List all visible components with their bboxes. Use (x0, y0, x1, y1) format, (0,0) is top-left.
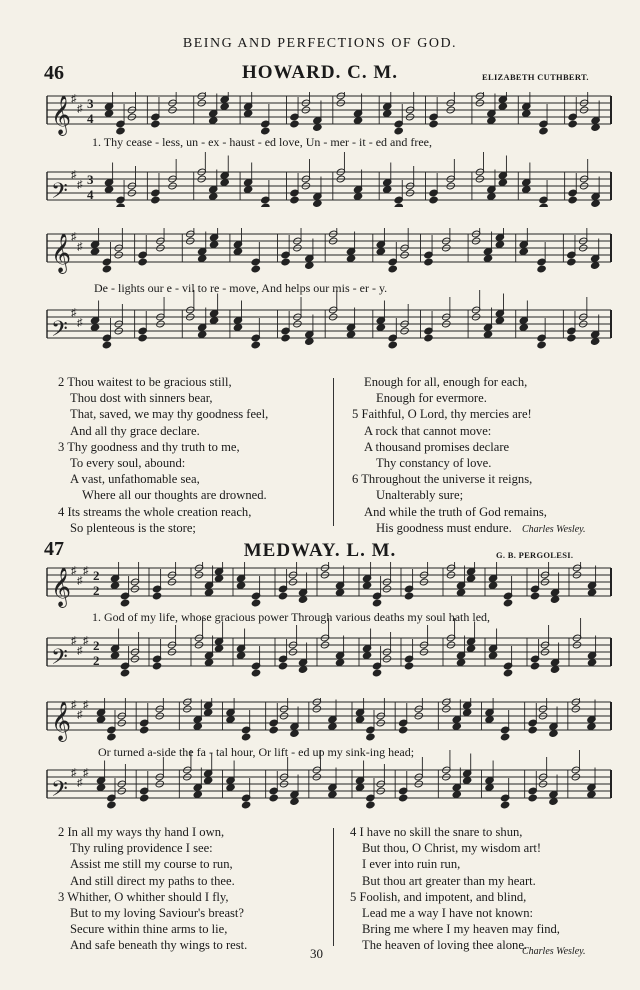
attribution: Charles Wesley. (522, 524, 586, 535)
svg-text:𝄞: 𝄞 (51, 701, 72, 741)
svg-text:𝄞: 𝄞 (51, 567, 72, 607)
staff-svg (45, 228, 613, 366)
verse-line: Thou dost with sinners bear, (70, 391, 213, 406)
verse-line: The heaven of loving thee alone. (362, 938, 528, 953)
svg-text:𝄢: 𝄢 (51, 645, 68, 675)
svg-text:2: 2 (93, 568, 100, 583)
verse-line: Enough for evermore. (376, 391, 487, 406)
svg-text:♯: ♯ (71, 93, 77, 105)
svg-text:♯: ♯ (83, 699, 89, 711)
verse-line: That, saved, we may thy goodness feel, (70, 407, 269, 422)
svg-text:3: 3 (87, 172, 94, 187)
verse-line: But thou, O Christ, my wisdom art! (362, 841, 542, 856)
lyric-line: 1. God of my life, whose gracious power Through various deaths my soul hath led, (92, 610, 491, 624)
svg-text:♯: ♯ (71, 767, 77, 779)
column-divider (333, 378, 334, 526)
svg-text:4: 4 (87, 111, 94, 126)
verse-line: To every soul, abound: (70, 456, 186, 471)
verse-line: Where all our thoughts are drowned. (82, 488, 267, 503)
verse-line: 2 In all my ways thy hand I own, (58, 825, 225, 839)
hymn-number: 46 (44, 62, 64, 84)
svg-text:♯: ♯ (77, 777, 83, 789)
verse-line: Secure within thine arms to lie, (70, 922, 228, 937)
verse-line: 2 Thou waitest to be gracious still, (58, 375, 232, 389)
verses-right (350, 824, 560, 954)
verse-line: 5 Faithful, O Lord, thy mercies are! (352, 407, 532, 422)
svg-text:𝄞: 𝄞 (51, 95, 72, 135)
svg-text:♯: ♯ (77, 575, 83, 587)
composer: G. B. PERGOLESI. (496, 550, 574, 560)
verse-line: And while the truth of God remains, (364, 504, 547, 519)
svg-text:♯: ♯ (77, 241, 83, 253)
verse-line: But thou art greater than my heart. (362, 873, 536, 888)
verse-line: His goodness must endure. (376, 520, 512, 535)
verses-left (58, 824, 247, 954)
verse-line: 3 Whither, O whither should I fly, (58, 889, 229, 904)
staff-svg (45, 562, 613, 692)
verse-line: 5 Foolish, and impotent, and blind, (350, 889, 527, 904)
svg-text:2: 2 (93, 638, 100, 653)
verses-right (352, 374, 547, 536)
svg-text:♯: ♯ (83, 565, 89, 577)
verse-line: 4 Its streams the whole creation reach, (58, 504, 252, 519)
verse-line: 4 I have no skill the snare to shun, (350, 825, 523, 839)
verse-line: Bring me where I my heaven may find, (362, 922, 560, 937)
svg-text:♯: ♯ (77, 103, 83, 115)
verse-line: Unalterably sure; (376, 488, 464, 503)
verse-line: I ever into ruin run, (362, 857, 461, 872)
verse-line: But to my loving Saviour's breast? (70, 906, 245, 921)
verse-line: 6 Throughout the universe it reigns, (352, 472, 533, 487)
svg-text:♯: ♯ (71, 635, 77, 647)
svg-text:♯: ♯ (83, 635, 89, 647)
svg-text:♯: ♯ (77, 709, 83, 721)
svg-text:𝄢: 𝄢 (51, 317, 68, 347)
svg-text:♯: ♯ (77, 645, 83, 657)
svg-text:♯: ♯ (83, 767, 89, 779)
verse-line: Assist me still my course to run, (70, 857, 233, 872)
music-system (45, 228, 613, 366)
verse-line: And all thy grace declare. (70, 423, 200, 438)
music-system (45, 562, 613, 692)
column-divider (333, 828, 334, 946)
lyric-line: De - lights our e - vil to re - move, And helps our mis - er - y. (94, 281, 388, 295)
svg-text:♯: ♯ (71, 169, 77, 181)
svg-text:𝄢: 𝄢 (51, 777, 68, 807)
verse-line: Thy ruling providence I see: (70, 841, 213, 856)
svg-text:♯: ♯ (77, 179, 83, 191)
composer: ELIZABETH CUTHBERT. (482, 72, 589, 82)
svg-text:♯: ♯ (77, 317, 83, 329)
verse-line: Thy constancy of love. (376, 456, 492, 471)
hymn-title: HOWARD. C. M. (241, 62, 399, 83)
svg-text:𝄞: 𝄞 (51, 233, 72, 273)
verse-line: A vast, unfathomable sea, (70, 472, 200, 487)
svg-text:♯: ♯ (71, 307, 77, 319)
verse-line: A thousand promises declare (364, 439, 510, 454)
verses-left (58, 374, 268, 536)
hymn-title: MEDWAY. L. M. (243, 540, 397, 561)
page-number: 30 (310, 946, 323, 961)
svg-text:𝄢: 𝄢 (51, 179, 68, 207)
svg-text:♯: ♯ (71, 565, 77, 577)
verse-line: And still direct my paths to thee. (70, 873, 235, 888)
svg-text:♯: ♯ (71, 699, 77, 711)
verse-line: So plenteous is the store; (70, 520, 196, 535)
lyric-line: 1. Thy cease - less, un - ex - haust - ed love, Un - mer - it - ed and free, (92, 135, 432, 149)
svg-text:3: 3 (87, 96, 94, 111)
svg-text:♯: ♯ (71, 231, 77, 243)
svg-text:4: 4 (87, 187, 94, 202)
lyric-line: Or turned a-side the fa - tal hour, Or lift - ed up my sink-ing head; (98, 745, 415, 759)
verse-line: A rock that cannot move: (364, 423, 492, 438)
verse-line: Lead me a way I have not known: (362, 906, 534, 921)
verse-line: 3 Thy goodness and thy truth to me, (58, 439, 240, 454)
verse-line: Enough for all, enough for each, (364, 375, 528, 389)
svg-text:2: 2 (93, 653, 100, 668)
attribution: Charles Wesley. (522, 946, 586, 957)
svg-text:2: 2 (93, 583, 100, 598)
verse-line: And safe beneath thy wings to rest. (70, 938, 248, 953)
hymn-number: 47 (44, 538, 64, 560)
page-header: BEING AND PERFECTIONS OF GOD. (182, 36, 458, 51)
